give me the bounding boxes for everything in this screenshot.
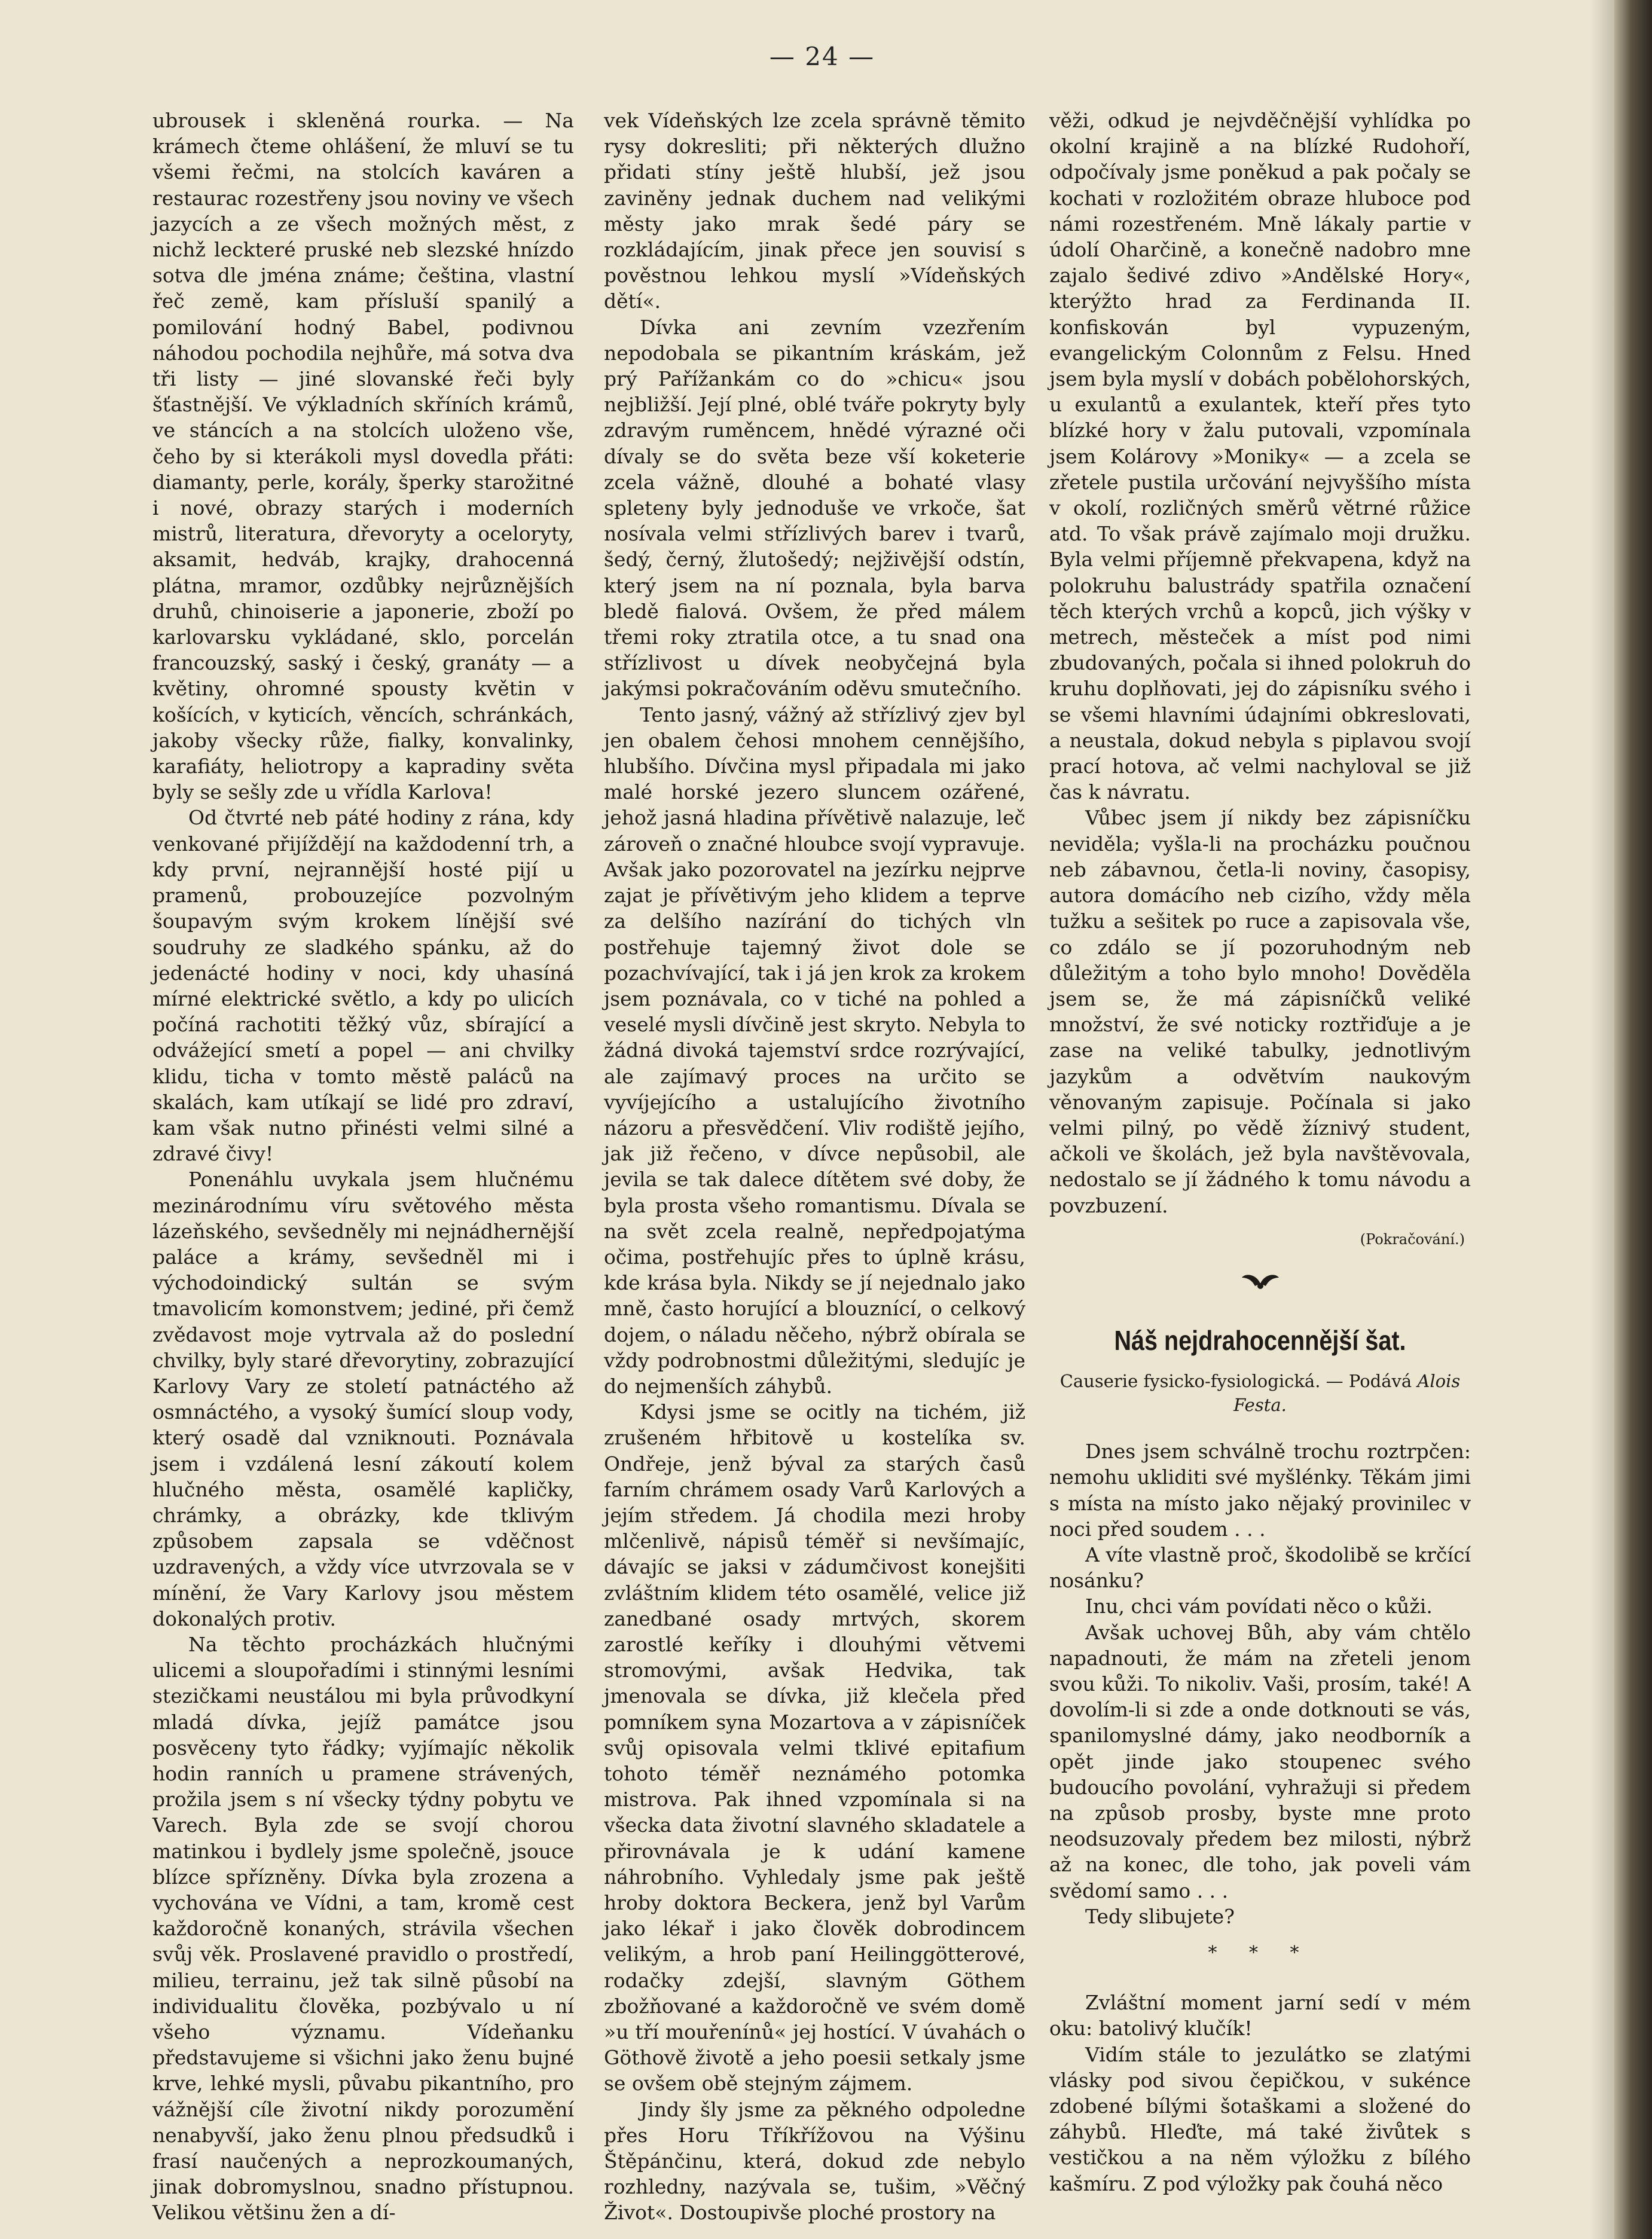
paragraph: Od čtvrté neb páté hodiny z rána, kdy venkované přijíždějí na každodenní trh, a kdy první, nejrannější hosté pijí u pramenů, probouzejíce pozvolným šoupavým svým krokem línější své soudruhy ze sladkého spánku, až do jedenácté hodiny v noci, kdy uhasíná mírné elektrické světlo, a kdy po ulicích počíná rachotiti těžký vůz, sbírající a odvážející smetí a popel — ani chvilky klidu, ticha v tomto městě paláců na skalách, kam utíkají se lidé pro zdraví, kam však nutno přinésti velmi silné a zdravé čivy! (152, 806, 574, 1166)
section-separator: * * * (1208, 1942, 1312, 1963)
paragraph: věži, odkud je nejvděčnější vyhlídka po okolní krajině a na blízké Rudohoří, odpočívaly jsme poněkud a pak počaly se kochati v rozložitém obraze hluboce pod námi rozestřeném. Mně lákaly partie v údolí Oharčině, a konečně nadobro mne zajalo šedivé zdivo »Andělské Hory«, kterýžto hrad za Ferdinanda II. konfiskován byl vypuzeným, evangelickým Colonnům z Felsu. Hned jsem byla myslí v dobách pobělohorských, u exulantů a exulantek, kteří přes tyto blízké hory v žalu putovali, vzpomínala jsem Kolárovy »Moniky« — a zcela se zřetele pustila určování nejvyššího místa v okolí, rozličných směrů větrné růžice atd. To však právě zajímalo moji družku. Byla velmi příjemně překvapena, když na polokruhu balustrády spatřila označení těch kterých vrchů a kopců, jich výšky v metrech, městeček a míst pod nimi zbudovaných, počala si ihned polokruh do kruhu doplňovati, jej do zápisníku svého i se všemi hlavními údajními obkreslovati, a neustala, dokud nebyla s piplavou svojí prací hotova, ač velmi nachyloval se již čas k návratu. (1049, 109, 1471, 804)
paragraph: Dnes jsem schválně trochu roztrpčen: nemohu ukliditi své myšlénky. Těkám jimi s místa na místo jako nějaký provinilec v noci před soudem . . . (1049, 1440, 1471, 1541)
paragraph: Avšak uchovej Bůh, aby vám chtělo napadnouti, že mám na zřeteli jenom svou kůži. To nikoliv. Vaši, prosím, také! A dovolím-li si zde a onde dotknouti se vás, spanilomyslné dámy, jako neodborník a opět jinde jako stoupenec svého budoucího povolání, vyhražuji si předem na způsob prosby, byste mne proto neodsuzovaly předem bez milosti, nýbrž až na konec, dle toho, jak poveli vám svědomí samo . . . (1049, 1620, 1471, 1902)
paragraph: Jindy šly jsme za pěkného odpoledne přes Horu Tříkřížovou na Výšinu Štěpánčinu, která, dokud zde nebylo rozhledny, nazývala se, tušim, »Věčný Život«. Dostoupivše ploché prostory na (604, 2097, 1025, 2225)
article-author: Alois Festa. (1233, 1371, 1461, 1416)
text-column-3 (1049, 108, 1471, 2197)
ornament-icon (1049, 1268, 1471, 1294)
byline-prefix: Causerie fysicko-fysiologická. — Podává (1059, 1371, 1412, 1392)
paragraph: Na těchto procházkách hlučnými ulicemi a sloupořadími i stinnými lesními stezičkami neustálou mi byla průvodkyní mladá dívka, jejíž památce jsou posvěceny tyto řádky; vyjímajíc několik hodin ranních u pramene strávených, prožila jsem s ní všecky týdny pobytu ve Varech. Byla zde se svojí chorou matinkou i bydlely jsme společně, jsouce blízce spřízněny. Dívka byla zrozena a vychována ve Vídni, a tam, kromě cest každoročně konaných, strávila všechen svůj věk. Proslavené pravidlo o prostředí, milieu, terrainu, jež tak silně působí na individualitu člověka, pozbývalo u ní všeho významu. Vídeňanku představujeme si všichni jako ženu bujné krve, lehké mysli, půvabu pikantního, pro vážnější cíle životní nikdy porozumění nenabyvší, jako ženu plnou předsudků i frasí naučených a neprozkoumaných, jinak dobromyslnou, snadno přístupnou. Velikou většinu žen a dí- (152, 1632, 574, 2225)
paragraph: Vidím stále to jezulátko se zlatými vlásky pod sivou čepičkou, v sukénce zdobené bílými šotaškami a složené do záhybů. Hleďte, má také živůtek s vestičkou a na něm výložku z bílého kašmíru. Z pod výložky pak čouhá něco (1049, 2042, 1471, 2195)
article-title: Náš nejdrahocennější šat. (1114, 1325, 1406, 1357)
paragraph: Zvláštní moment jarní sedí v mém oku: batolivý klučík! (1049, 1991, 1471, 2041)
paragraph: ubrousek i skleněná rourka. — Na krámech čteme ohlášení, že mluví se tu všemi řečmi, na stolcích kaváren a restaurac rozestřeny jsou noviny ve všech jazycích a ze všech možných měst, z nichž leckteré pruské neb slezské hnízdo sotva dle jména známe; čeština, vlastní řeč země, kam přísluší spanilý a pomilování hodný Babel, podivnou náhodou pochodila nejhůře, má sotva dva tři listy — jiné slovanské řeči byly šťastnější. Ve výkladních skříních krámů, ve stáncích a na stolcích uloženo vše, čeho by si kterákoli mysl dovedla přáti: diamanty, perle, korály, šperky starožitné i nové, obrazy starých i moderních mistrů, literatura, dřevoryty a oceloryty, aksamit, hedváb, krajky, drahocenná plátna, mramor, ozdůbky nejrůznějších druhů, chinoiserie a japonerie, zboží po karlovarsku vykládané, sklo, porcelán francouzský, saský i český, granáty — a květiny, ohromné spousty květin v košících, v kyticích, věncích, schránkách, jakoby všecky růže, fialky, konvalinky, karafiáty, heliotropy a kapradiny světa byly se sešly zde u vřídla Karlova! (152, 109, 574, 804)
book-spine (1614, 0, 1652, 2239)
paragraph: Dívka ani zevním vzezřením nepodobala se pikantním kráskám, jež prý Pařížankám co do »chicu« jsou nejbližší. Její plné, oblé tváře pokryty byly zdravým ruměncem, hnědé výrazné oči dívaly se do světa beze vší koketerie zcela vážně, dlouhé a bohaté vlasy spleteny byly jednoduše ve vrkoče, šat nosívala velmi střízlivých barev i tvarů, šedý, černý, žlutošedý; nejživější odstín, který jsem na ní poznala, byla barva bledě fialová. Ovšem, že před málem třemi roky ztratila otce, a tu snad ona střízlivost u dívek neobyčejná byla jakýmsi pokračováním oděvu smutečního. (604, 315, 1025, 701)
paragraph: vek Vídeňských lze zcela správně těmito rysy dokresliti; při některých dlužno přidati stíny ještě hlubší, jež jsou zaviněny jednak duchem nad velikými městy jako mrak šedé páry se rozkládajícím, jinak přece jen souvisí s pověstnou lehkou myslí »Vídeňských dětí«. (604, 109, 1025, 313)
text-column-2 (604, 108, 1025, 2226)
paragraph: A víte vlastně proč, škodolibě se krčící nosánku? (1049, 1542, 1471, 1593)
paragraph: Vůbec jsem jí nikdy bez zápisníčku neviděla; vyšla-li na procházku poučnou neb zábavnou, četla-li noviny, časopisy, autora domácího neb cizího, vždy měla tužku a sešitek po ruce a zapisovala vše, co zdálo se jí pozoruhodným neb důležitým a toho bylo mnoho! Dověděla jsem se, že má zápisníčků veliké množství, že své noticky roztřiďuje a je zase na veliké tabulky, jednotlivým jazykům a odvětvím naukovým věnovaným zapisuje. Počínala si jako velmi pilný, po vědě žíznivý student, ačkoli ve školách, jež byla navštěvovala, nedostalo se jí žádného k tomu návodu a povzbuzení. (1049, 806, 1471, 1217)
text-column-1 (152, 108, 574, 2226)
paragraph: Ponenáhlu uvykala jsem hlučnému mezinárodnímu víru světového města lázeňského, sevšedněly mi nejnádhernější paláce a krámy, sevšedněl mi i východoindický sultán se svým tmavolicím komonstvem; jediné, při čemž zvědavost moje vytrvala až do poslední chvilky, byly staré dřevorytiny, zobrazující Karlovy Vary ze století patnáctého až osmnáctého, a vysoký šumící sloup vody, který osadě dal vzniknouti. Poznávala jsem i vzdálená lesní zákoutí kolem hlučného města, osamělé kapličky, chrámky, a obrázky, kde tklivým způsobem zapsala se vděčnost uzdravených, a vždy více utvrzovala se v mínění, že Vary Karlovy jsou městem dokonalých protiv. (152, 1168, 574, 1630)
article-byline (1049, 1369, 1471, 1417)
paragraph: Tento jasný, vážný až střízlivý zjev byl jen obalem čehosi mnohem cennějšího, hlubšího. Dívčina mysl připadala mi jako malé horské jezero sluncem ozářené, jehož jasná hladina přívětivě nalazuje, leč zároveň o značné hloubce svojí vypravuje. Avšak jako pozorovatel na jezírku nejprve zajat je přívětivým jeho klidem a teprve za delšího nazírání do tichých vln postřehuje tajemný život dole se pozachvívající, tak i já jen krok za krokem jsem poznávala, co v tiché na pohled a veselé mysli dívčině jest skryto. Nebyla to žádná divoká tajemství srdce rozrývající, ale zajímavý proces na určito se vyvíjejícího a ustalujícího životního názoru a přesvědčení. Vliv rodiště jejího, jak již řečeno, v dívce nepůsobil, ale jevila se tak dalece dítětem své doby, že byla prosta všeho romantismu. Dívala se na svět zcela realně, nepředpojatýma očima, postřehujíc přes to úplně krásu, kde krása byla. Nikdy se jí nejednalo jako mně, často horující a blouznící, o celkový dojem, o náladu něčeho, nýbrž obírala se vždy podrobnostmi důležitými, sledujíc je do nejmenších záhybů. (604, 702, 1025, 1398)
paragraph: Inu, chci vám povídati něco o kůži. (1085, 1595, 1433, 1618)
continued-note: (Pokračování.) (1360, 1230, 1465, 1248)
paragraph: Kdysi jsme se ocitly na tichém, již zrušeném hřbitově u kostelíka sv. Ondřeje, jenž býval za starých časů farním chrámem osady Varů Karlových a jejím středem. Já chodila mezi hroby mlčenlivě, nápisů téměř si nevšímajíc, dávajíc se jaksi v zádumčivost konejšiti zvláštním klidem této osamělé, velice již zanedbané osady mrtvých, skorem zarostlé keříky i dlouhými větvemi stromovými, avšak Hedvika, tak jmenovala se dívka, již klečela před pomníkem syna Mozartova a v zápisníček svůj opisovala velmi tklivé epitafium tohoto téměř neznámého potomka mistrova. Pak ihned vzpomínala si na všecka data životní slavného skladatele a přirovnávala je k udání kamene náhrobního. Vyhledaly jsme pak ještě hroby doktora Beckera, jenž byl Varům jako lékař i jako člověk dobrodincem velikým, a hrob paní Heilinggötterové, rodačky zdejší, slavným Göthem zbožňované a každoročně ve svém domě »u tří mouřenínů« jej hostící. V úvahách o Göthově životě a jeho poesii setkaly jsme se ovšem obě stejným zájmem. (604, 1400, 1025, 2096)
paragraph: Tedy slibujete? (1085, 1904, 1235, 1928)
binding-shadow (1590, 0, 1614, 2239)
page-number: — 24 — (769, 42, 875, 71)
